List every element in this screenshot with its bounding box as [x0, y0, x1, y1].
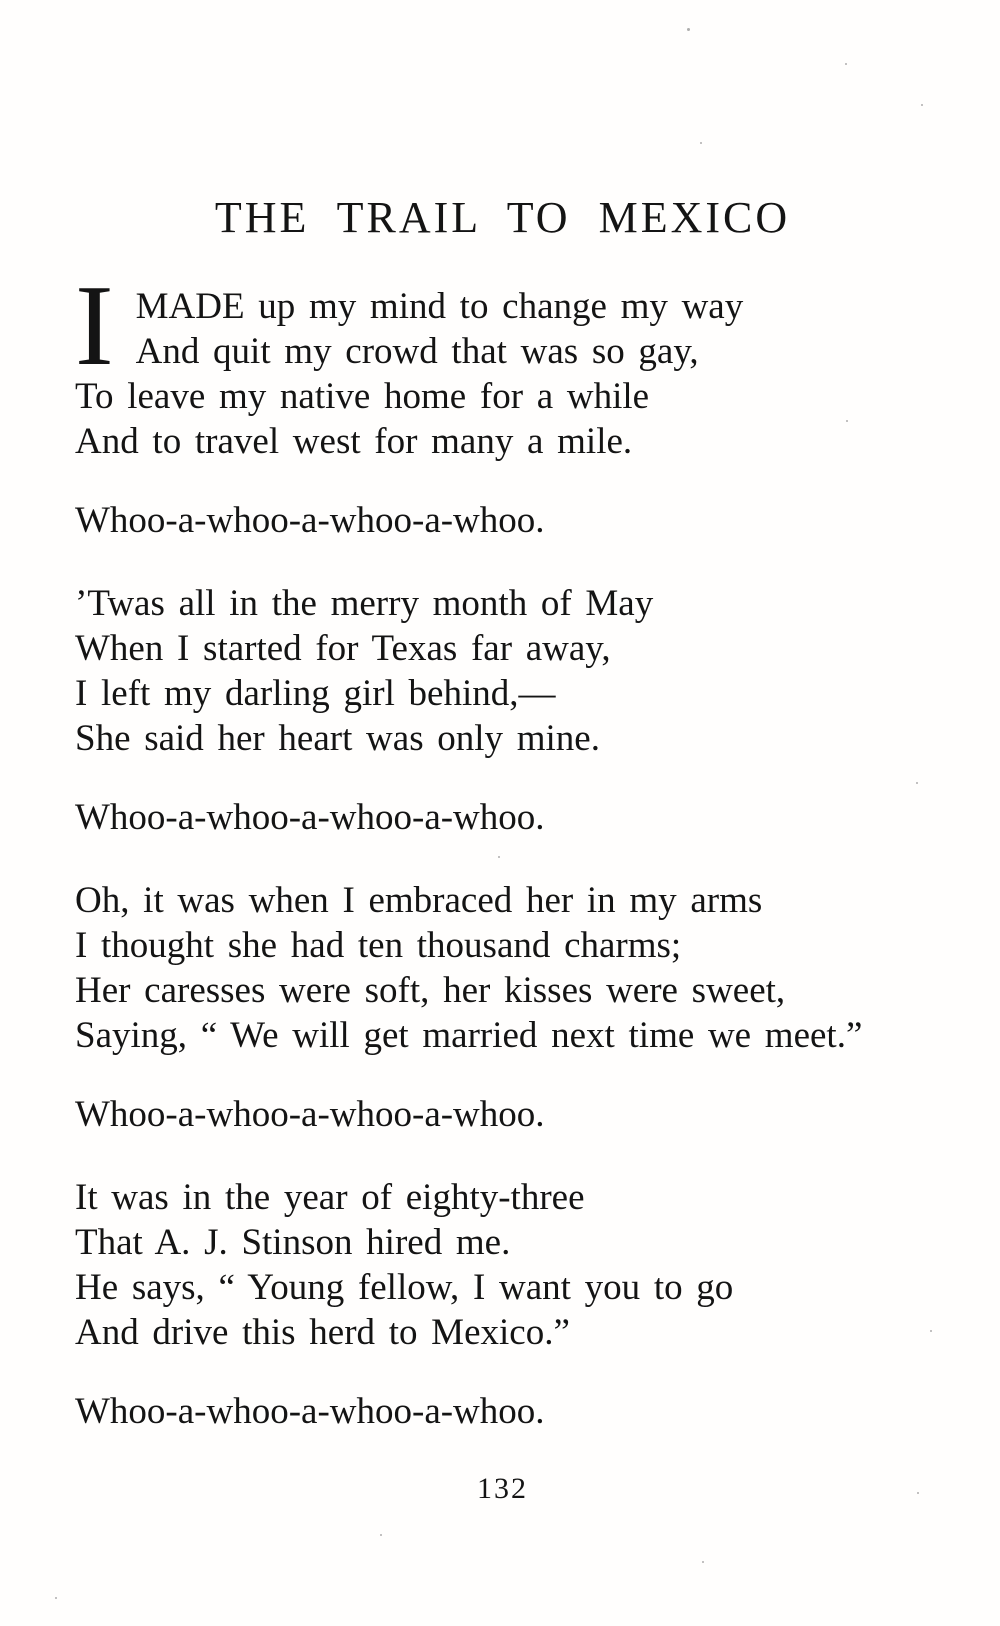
scan-speck — [380, 1534, 382, 1536]
stanza-1 — [75, 262, 930, 464]
stanza-3 — [75, 878, 930, 1058]
stanza-2 — [75, 581, 930, 761]
scan-speck — [921, 104, 923, 106]
scan-speck — [55, 1597, 57, 1599]
refrain-line: Whoo-a-whoo-a-whoo-a-whoo. — [75, 1094, 545, 1135]
scan-speck — [700, 142, 702, 144]
dropcap-initial: I — [75, 262, 114, 390]
poem-text-block — [75, 193, 930, 1506]
poem-line: MADE up my mind to change my way — [135, 286, 744, 327]
poem-line: Oh, it was when I embraced her in my arms — [75, 880, 763, 921]
poem-line: To leave my native home for a while — [75, 376, 650, 417]
refrain-line: Whoo-a-whoo-a-whoo-a-whoo. — [75, 500, 545, 541]
stanza-4 — [75, 1175, 930, 1355]
poem-line: I left my darling girl behind,— — [75, 673, 556, 714]
refrain-line: Whoo-a-whoo-a-whoo-a-whoo. — [75, 797, 545, 838]
poem-line: Saying, “ We will get married next time we meet.” — [75, 1015, 863, 1056]
scan-speck — [930, 1330, 932, 1332]
scan-speck — [845, 63, 847, 65]
poem-line: And drive this herd to Mexico.” — [75, 1312, 570, 1353]
poem-line: ’Twas all in the merry month of May — [75, 583, 654, 624]
poem-line: Her caresses were soft, her kisses were sweet, — [75, 970, 786, 1011]
poem-line: When I started for Texas far away, — [75, 628, 611, 669]
poem-line: It was in the year of eighty-three — [75, 1177, 585, 1218]
poem-line: And quit my crowd that was so gay, — [135, 331, 699, 372]
poem-line: He says, “ Young fellow, I want you to go — [75, 1267, 734, 1308]
poem-line: And to travel west for many a mile. — [75, 421, 633, 462]
poem-line: She said her heart was only mine. — [75, 718, 600, 759]
scan-speck — [702, 1561, 704, 1563]
refrain-line: Whoo-a-whoo-a-whoo-a-whoo. — [75, 1391, 545, 1432]
poem-line: I thought she had ten thousand charms; — [75, 925, 682, 966]
page-number: 132 — [477, 1472, 528, 1505]
page-title: THE TRAIL TO MEXICO — [214, 193, 791, 242]
poem-line: That A. J. Stinson hired me. — [75, 1222, 511, 1263]
scan-speck — [687, 28, 690, 31]
